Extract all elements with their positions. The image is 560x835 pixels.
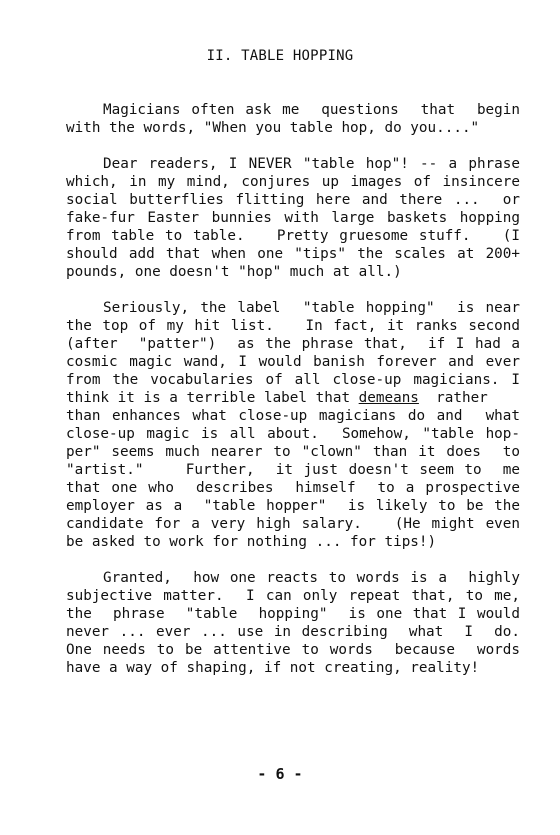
text-line: employer as a "table hopper" is likely to be the — [66, 498, 520, 514]
text-line: the phrase "table hopping" is one that I would — [66, 606, 520, 622]
text-line: than enhances what close-up magicians do and what — [66, 408, 520, 424]
text-line: from the vocabularies of all close-up magicians. I — [66, 372, 520, 388]
chapter-title: II. TABLE HOPPING — [206, 48, 354, 64]
text-line: "artist." Further, it just doesn't seem to me — [66, 462, 520, 478]
text-line: from table to table. Pretty gruesome stuff. (I — [66, 228, 520, 244]
text-line: candidate for a very high salary. (He might even — [66, 516, 520, 532]
text-line: (after "patter") as the phrase that, if I had a — [66, 336, 520, 352]
text-line: that one who describes himself to a prospective — [66, 480, 520, 496]
text-line: have a way of shaping, if not creating, reality! — [66, 660, 480, 676]
text-line: Granted, how one reacts to words is a highly — [103, 570, 520, 586]
body-text — [66, 101, 520, 695]
text-line — [66, 389, 520, 407]
text-line: Dear readers, I NEVER "table hop"! -- a phrase — [103, 156, 520, 172]
paragraph-2 — [66, 155, 520, 281]
paragraph-1 — [66, 101, 520, 137]
text-line: per" seems much nearer to "clown" than it does to — [66, 444, 520, 460]
text-line: the top of my hit list. In fact, it ranks second — [66, 318, 520, 334]
underlined-word: demeans — [358, 390, 419, 406]
paragraph-4 — [66, 569, 520, 677]
text-segment: think it is a terrible label that — [66, 390, 359, 406]
text-segment: rather — [418, 390, 488, 406]
text-line: should add that when one "tips" the scales at 200+ — [66, 246, 520, 262]
paragraph-3 — [66, 299, 520, 551]
text-line: Magicians often ask me questions that begin — [103, 102, 520, 118]
text-line: be asked to work for nothing ... for tips!) — [66, 534, 437, 550]
text-line: which, in my mind, conjures up images of insincere — [66, 174, 520, 190]
text-line: with the words, "When you table hop, do you...." — [66, 120, 480, 136]
text-line: pounds, one doesn't "hop" much at all.) — [66, 264, 402, 280]
text-line: never ... ever ... use in describing what I do. — [66, 624, 520, 640]
text-line: Seriously, the label "table hopping" is near — [103, 300, 520, 316]
text-line: cosmic magic wand, I would banish forever and ever — [66, 354, 520, 370]
text-line: fake-fur Easter bunnies with large baskets hopping — [66, 210, 520, 226]
page-number: - 6 - — [257, 765, 303, 783]
text-line: One needs to be attentive to words because words — [66, 642, 520, 658]
text-line: close-up magic is all about. Somehow, "table hop- — [66, 426, 520, 442]
text-line: subjective matter. I can only repeat that, to me, — [66, 588, 520, 604]
text-line: social butterflies flitting here and there ... or — [66, 192, 520, 208]
